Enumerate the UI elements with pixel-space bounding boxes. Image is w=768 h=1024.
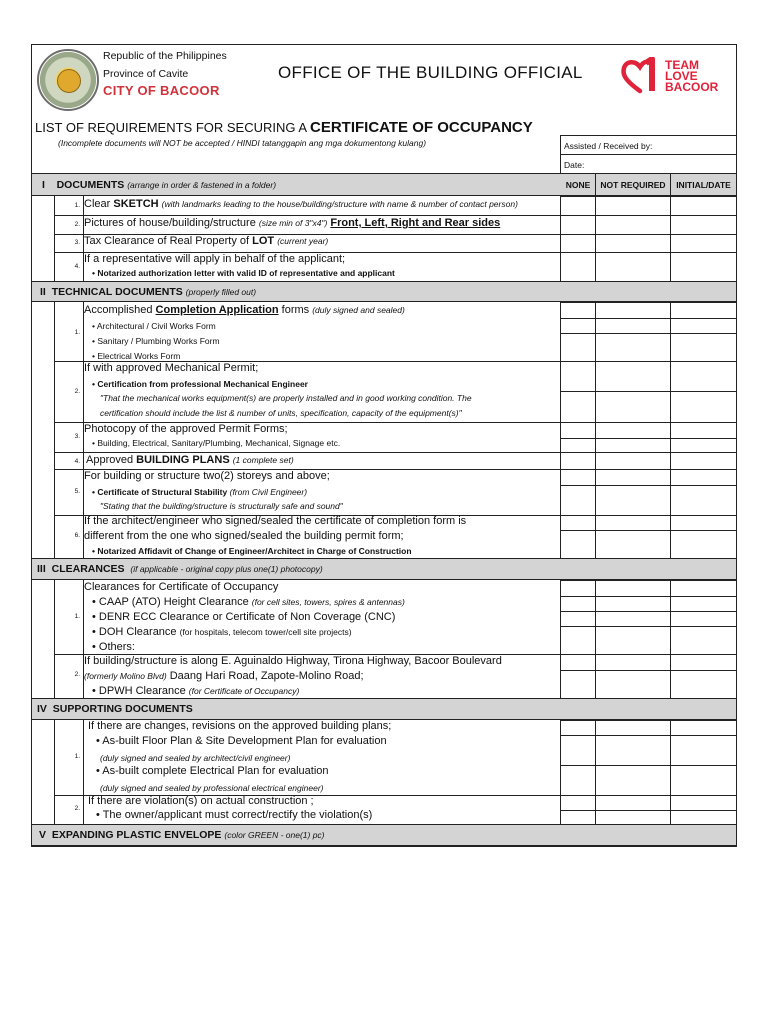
logo-line-1: TEAM (665, 58, 699, 72)
req-revisions: If there are changes, revisions on the approved building plans; (88, 720, 392, 732)
req-mechanical-quote-2: certification should include the list & number of units, specification, capacity of the equipment(s)" (100, 408, 462, 418)
item-number: 2. (74, 805, 80, 812)
req-completion-forms: Accomplished Completion Application forms (duly signed and sealed) (84, 304, 405, 316)
req-pictures: Pictures of house/building/structure (size min of 3"x4") Front, Left, Right and Rear sides (84, 217, 501, 229)
assisted-label: Assisted / Received by: (564, 141, 653, 151)
req-permit-forms-sub: • Building, Electrical, Sanitary/Plumbing, Mechanical, Signage etc. (92, 438, 341, 448)
item-number: 1. (74, 329, 80, 336)
asbuilt-electrical-note: (duly signed and sealed by professional electrical engineer) (100, 783, 324, 793)
item-number: 1. (74, 753, 80, 760)
heart-one-icon (620, 57, 664, 97)
republic-label: Republic of the Philippines (103, 50, 227, 62)
req-permit-forms: Photocopy of the approved Permit Forms; (84, 423, 288, 435)
logo-line-2: LOVE (665, 69, 698, 83)
req-representative-sub: • Notarized authorization letter with valid ID of representative and applicant (92, 268, 395, 278)
req-mechanical-sub: • Certification from professional Mechanical Engineer (92, 379, 308, 389)
col-none-header: NONE (565, 180, 591, 190)
title-note: (Incomplete documents will NOT be accepted / HINDI tatanggapin ang mga dokumentong kulang) (58, 138, 427, 148)
title-prefix: LIST OF REQUIREMENTS FOR SECURING A (35, 120, 307, 135)
item-number: 3. (74, 433, 80, 440)
requirements-sheet (31, 44, 737, 847)
item-number: 2. (74, 221, 80, 228)
asbuilt-floor-plan: • As-built Floor Plan & Site Development Plan for evaluation (96, 735, 387, 747)
req-structural-sub: • Certificate of Structural Stability (from Civil Engineer) (92, 487, 308, 497)
clearance-denr: • DENR ECC Clearance or Certificate of Non Coverage (CNC) (92, 611, 396, 623)
req-change-engineer-2: different from the one who signed/sealed the building permit form; (84, 530, 404, 542)
col-initial-date-header: INITIAL/DATE (676, 180, 731, 190)
section-1-title: I DOCUMENTS (arrange in order & fastened in a folder) (42, 179, 277, 191)
req-clearances-occupancy: Clearances for Certificate of Occupancy (84, 581, 279, 593)
form-sanitary: • Sanitary / Plumbing Works Form (92, 336, 220, 346)
city-label: CITY OF BACOOR (103, 83, 220, 98)
req-sketch: Clear SKETCH (with landmarks leading to the house/building/structure with name & number of contact person) (84, 198, 518, 210)
item-number: 2. (74, 388, 80, 395)
clearance-caap: • CAAP (ATO) Height Clearance (for cell sites, towers, spires & antennas) (92, 596, 405, 608)
req-building-plans: Approved BUILDING PLANS (1 complete set) (86, 454, 294, 466)
req-highway-2: (formerly Molino Blvd) Daang Hari Road, Zapote-Molino Road; (84, 670, 364, 682)
title-main: CERTIFICATE OF OCCUPANCY (309, 119, 533, 136)
asbuilt-floor-plan-note: (duly signed and sealed by architect/civil engineer) (100, 753, 291, 763)
req-change-engineer-1: If the architect/engineer who signed/sealed the certificate of completion form is (84, 515, 467, 527)
item-number: 4. (74, 458, 80, 465)
req-violations: If there are violation(s) on actual construction ; (88, 795, 314, 807)
req-structural: For building or structure two(2) storeys and above; (84, 470, 330, 482)
item-number: 2. (74, 671, 80, 678)
clearance-doh: • DOH Clearance (for hospitals, telecom tower/cell site projects) (92, 626, 352, 638)
req-mechanical: If with approved Mechanical Permit; (84, 362, 259, 374)
form-architectural: • Architectural / Civil Works Form (92, 321, 216, 331)
req-structural-quote: "Stating that the building/structure is structurally safe and sound" (100, 501, 343, 511)
req-tax-clearance: Tax Clearance of Real Property of LOT (current year) (84, 235, 329, 247)
item-number: 3. (74, 239, 80, 246)
date-label: Date: (564, 160, 585, 170)
section-3-title: III CLEARANCES (if applicable - original copy plus one(1) photocopy) (37, 563, 323, 575)
violation-correction: • The owner/applicant must correct/rectify the violation(s) (96, 809, 373, 821)
item-number: 5. (74, 488, 80, 495)
req-representative: If a representative will apply in behalf of the applicant; (84, 253, 346, 265)
req-highway-1: If building/structure is along E. Aguinaldo Highway, Tirona Highway, Bacoor Boulevard (84, 655, 502, 667)
clearance-others: • Others: (92, 641, 135, 653)
item-number: 6. (74, 532, 80, 539)
province-label: Province of Cavite (103, 68, 189, 80)
item-number: 4. (74, 263, 80, 270)
section-2-title: II TECHNICAL DOCUMENTS (properly filled out) (40, 286, 257, 298)
form-title (35, 119, 533, 136)
logo-line-3: BACOOR (665, 80, 719, 94)
city-seal-icon (37, 49, 99, 111)
req-mechanical-quote-1: "That the mechanical works equipment(s) are properly installed and in good working condition. The (100, 393, 472, 403)
clearance-dpwh: • DPWH Clearance (for Certificate of Occupancy) (92, 685, 300, 697)
item-number: 1. (74, 202, 80, 209)
form-electrical: • Electrical Works Form (92, 351, 181, 361)
asbuilt-electrical: • As-built complete Electrical Plan for evaluation (96, 765, 329, 777)
team-love-bacoor-logo (620, 57, 718, 97)
section-4-title: IV SUPPORTING DOCUMENTS (37, 703, 193, 715)
office-title: OFFICE OF THE BUILDING OFFICIAL (278, 63, 583, 82)
section-5-title: V EXPANDING PLASTIC ENVELOPE (color GREEN - one(1) pc) (39, 829, 325, 841)
item-number: 1. (74, 613, 80, 620)
req-change-engineer-sub: • Notarized Affidavit of Change of Engineer/Architect in Charge of Construction (92, 546, 412, 556)
col-not-required-header: NOT REQUIRED (600, 180, 666, 190)
